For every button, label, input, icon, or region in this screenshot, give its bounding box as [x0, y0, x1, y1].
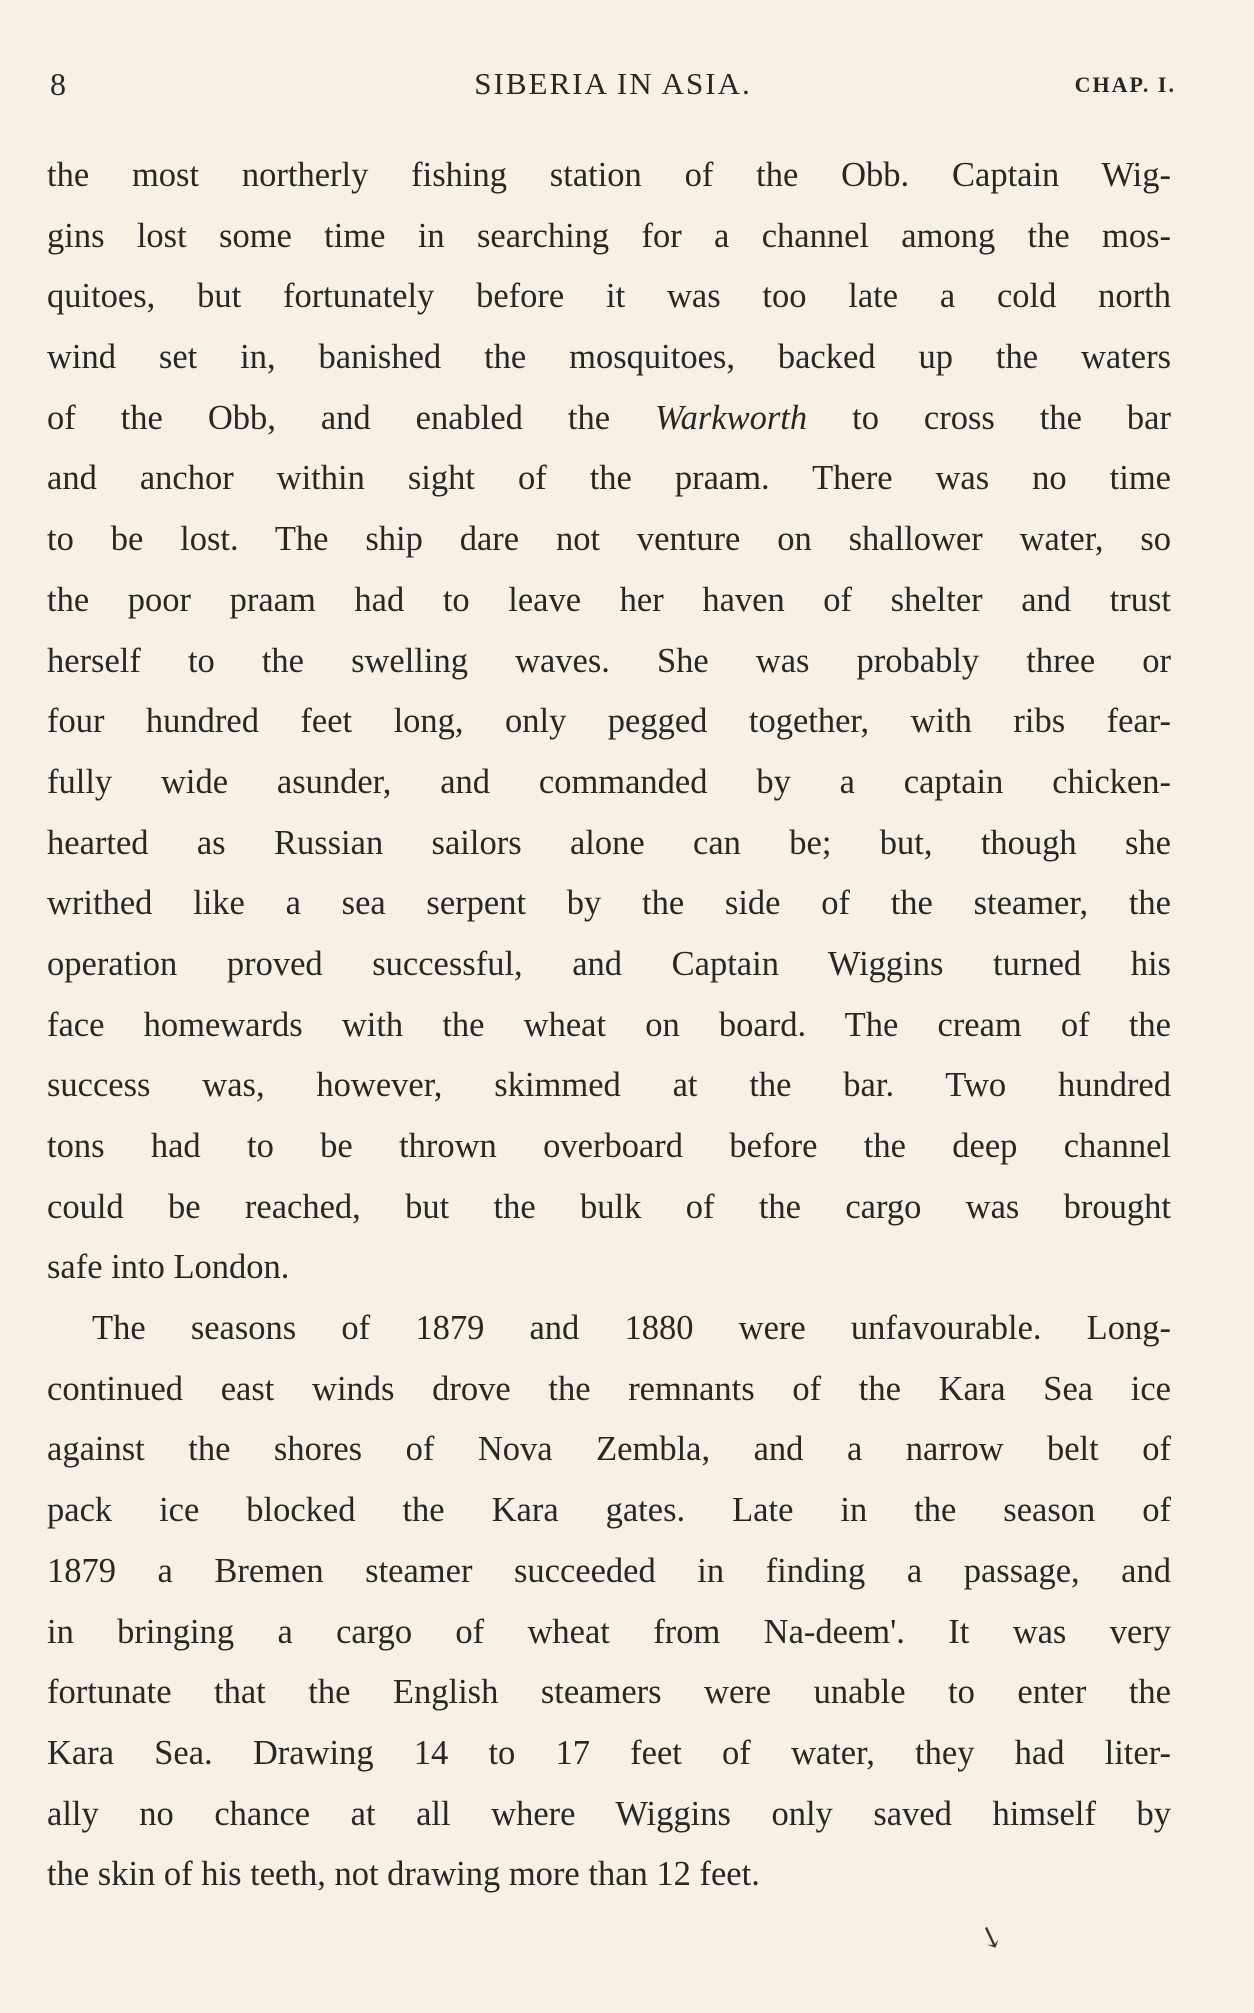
text-line: the skin of his teeth, not drawing more than 12 feet. — [47, 1855, 760, 1894]
text-line: to be lost. The ship dare not venture on shallower water, so — [47, 520, 1171, 559]
text-line: continued east winds drove the remnants of the Kara Sea ice — [47, 1369, 1171, 1408]
text-line: quitoes, but fortunately before it was too late a cold north — [47, 277, 1171, 316]
text-line: hearted as Russian sailors alone can be; but, though she — [47, 823, 1171, 862]
text-line: in bringing a cargo of wheat from Na-deem'. It was very — [47, 1612, 1171, 1651]
text-line: gins lost some time in searching for a channel among the mos- — [47, 216, 1171, 255]
chapter-label: CHAP. I. — [1074, 72, 1176, 97]
ship-name-italic: Warkworth — [655, 398, 808, 437]
text-line: wind set in, banished the mosquitoes, backed up the waters — [47, 338, 1171, 377]
text-line: tons had to be thrown overboard before the deep channel — [47, 1127, 1171, 1165]
text-line: face homewards with the wheat on board. The cream of the — [47, 1005, 1171, 1044]
text-span: of the Obb, and enabled the — [47, 398, 656, 437]
text-line: 1879 a Bremen steamer succeeded in finding a passage, and — [47, 1551, 1171, 1590]
text-span: to cross the bar — [807, 398, 1171, 437]
text-line: four hundred feet long, only pegged together, with ribs fear- — [47, 702, 1171, 741]
text-line: ally no chance at all where Wiggins only saved himself by — [47, 1794, 1171, 1833]
text-line: pack ice blocked the Kara gates. Late in the season of — [47, 1491, 1171, 1530]
text-line: could be reached, but the bulk of the cargo was brought — [47, 1187, 1171, 1226]
text-line: writhed like a sea serpent by the side of the steamer, the — [47, 884, 1171, 923]
text-line: against the shores of Nova Zembla, and a narrow belt of — [47, 1430, 1171, 1469]
running-head — [50, 66, 1176, 106]
paragraph — [47, 1298, 1171, 1905]
text-line: The seasons of 1879 and 1880 were unfavourable. Long- — [92, 1309, 1171, 1348]
text-line: success was, however, skimmed at the bar. Two hundred — [47, 1066, 1171, 1105]
text-line: the poor praam had to leave her haven of shelter and trust — [47, 580, 1171, 619]
text-line: safe into London. — [47, 1248, 290, 1287]
text-line — [47, 388, 1171, 449]
text-line: the most northerly fishing station of the Obb. Captain Wig- — [47, 156, 1171, 194]
text-line: herself to the swelling waves. She was probably three or — [47, 641, 1171, 680]
text-line: fortunate that the English steamers were unable to enter the — [47, 1673, 1171, 1712]
page-number: 8 — [50, 66, 67, 102]
text-line: fully wide asunder, and commanded by a captain chicken- — [47, 762, 1171, 801]
text-line: and anchor within sight of the praam. There was no time — [47, 459, 1171, 498]
printer-mark: ↘ — [973, 1917, 1009, 1958]
paragraph — [47, 145, 1171, 1298]
text-line: Kara Sea. Drawing 14 to 17 feet of water, they had liter- — [47, 1733, 1171, 1772]
body-text — [47, 145, 1171, 1905]
running-title: SIBERIA IN ASIA. — [474, 66, 752, 101]
text-line: operation proved successful, and Captain Wiggins turned his — [47, 944, 1171, 983]
